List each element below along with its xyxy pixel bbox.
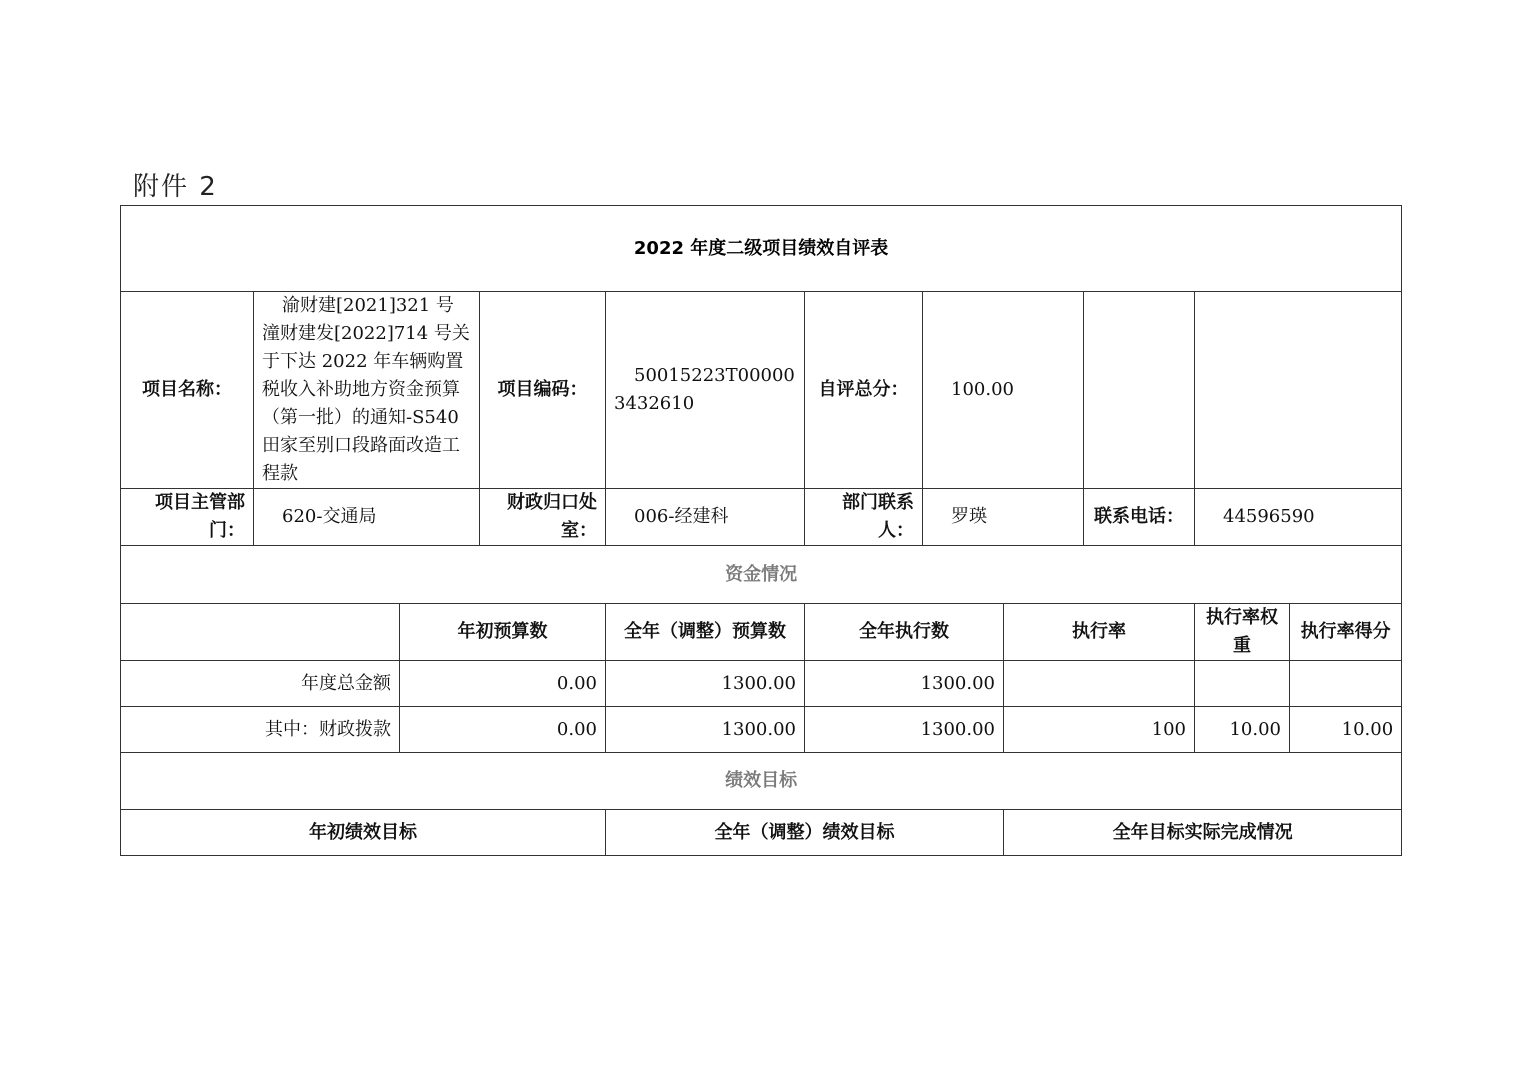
dept-label: 项目主管部门： [121,489,254,546]
funds-row-score: 10.00 [1290,707,1402,753]
funds-header-rate-weight: 执行率权重 [1195,604,1290,661]
funds-header-execution-rate: 执行率 [1004,604,1195,661]
funds-row-label: 年度总金额 [121,661,400,707]
goals-header-adjusted: 全年（调整）绩效目标 [606,810,1004,856]
funds-section-title: 资金情况 [121,546,1402,604]
funds-header-executed: 全年执行数 [805,604,1004,661]
table-row [121,707,1402,753]
goals-section-title: 绩效目标 [121,753,1402,810]
empty-cell [1195,292,1402,489]
self-score-value: 100.00 [923,292,1084,489]
dept-value: 620-交通局 [254,489,480,546]
attachment-label: 附件 2 [133,172,218,202]
performance-self-evaluation-form [120,205,1402,856]
table-row [121,661,1402,707]
finance-office-label: 财政归口处室： [480,489,606,546]
goals-header-actual: 全年目标实际完成情况 [1004,810,1402,856]
project-code-label: 项目编码： [480,292,606,489]
phone-label: 联系电话： [1084,489,1195,546]
empty-cell [1084,292,1195,489]
project-name-value: 渝财建[2021]321 号潼财建发[2022]714 号关于下达 2022 年车辆购置税收入补助地方资金预算（第一批）的通知-S540 田家至别口段路面改造工程款 [254,292,480,489]
funds-row-adjusted: 1300.00 [606,707,805,753]
funds-row-initial: 0.00 [400,661,606,707]
phone-value: 44596590 [1195,489,1402,546]
funds-row-executed: 1300.00 [805,661,1004,707]
funds-row-weight [1195,661,1290,707]
funds-row-rate [1004,661,1195,707]
form-title: 2022 年度二级项目绩效自评表 [121,206,1402,292]
funds-row-rate: 100 [1004,707,1195,753]
funds-row-weight: 10.00 [1195,707,1290,753]
goals-header-initial: 年初绩效目标 [121,810,606,856]
funds-row-label: 其中：财政拨款 [121,707,400,753]
project-code-value: 50015223T000003432610 [606,292,805,489]
project-name-label: 项目名称： [121,292,254,489]
funds-row-adjusted: 1300.00 [606,661,805,707]
funds-header-initial-budget: 年初预算数 [400,604,606,661]
funds-header-adjusted-budget: 全年（调整）预算数 [606,604,805,661]
contact-label: 部门联系人： [805,489,923,546]
funds-row-initial: 0.00 [400,707,606,753]
funds-header-rate-score: 执行率得分 [1290,604,1402,661]
funds-row-score [1290,661,1402,707]
funds-row-executed: 1300.00 [805,707,1004,753]
finance-office-value: 006-经建科 [606,489,805,546]
funds-header-blank [121,604,400,661]
contact-value: 罗瑛 [923,489,1084,546]
self-score-label: 自评总分： [805,292,923,489]
